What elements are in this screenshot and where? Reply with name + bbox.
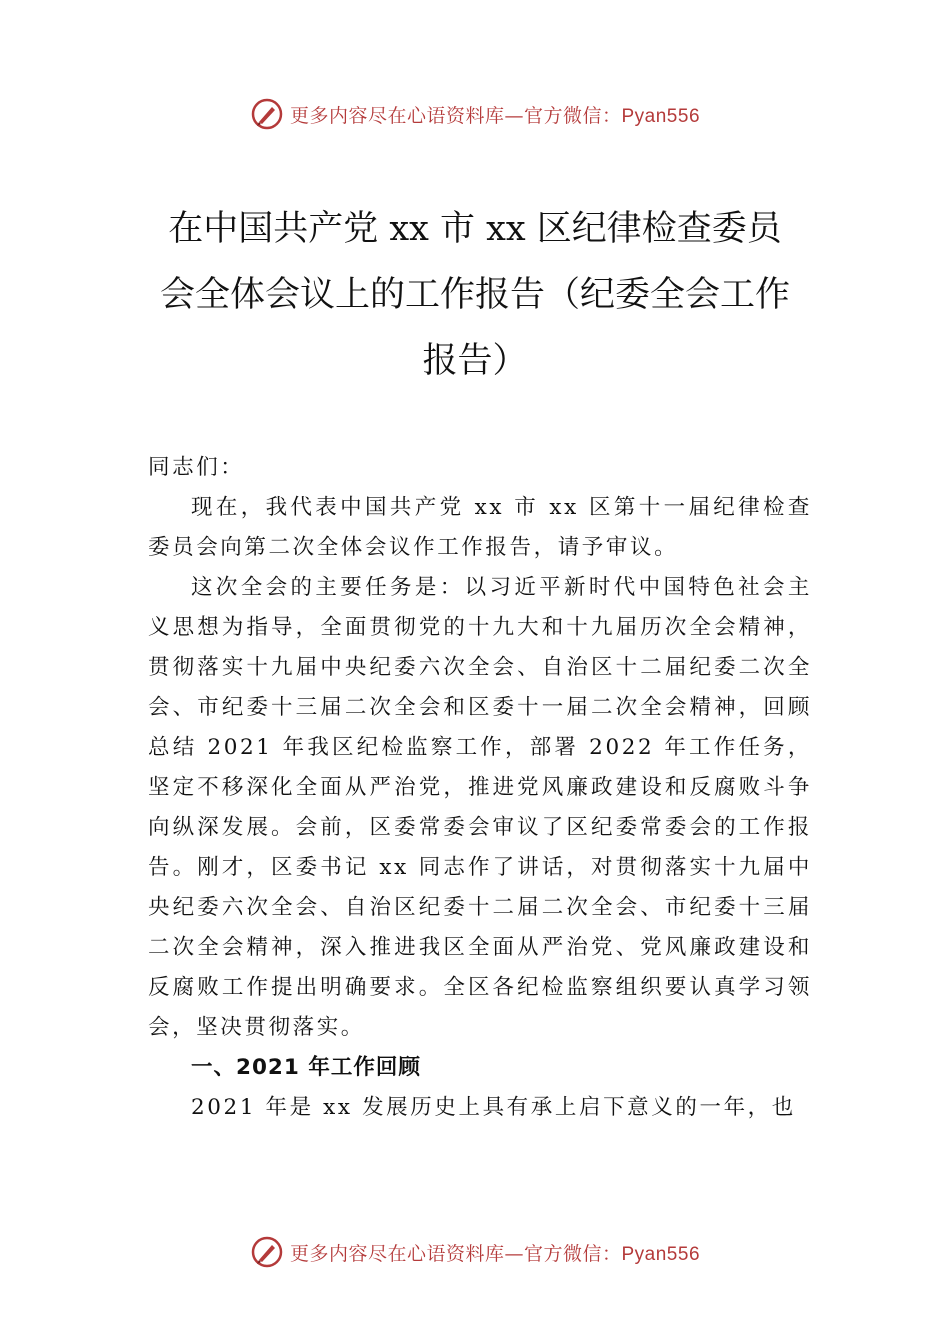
title-line-1: 在中国共产党 xx 市 xx 区纪律检查委员 <box>168 209 782 249</box>
paragraph-3: 2021 年是 xx 发展历史上具有承上启下意义的一年，也 <box>191 1095 796 1120</box>
salutation: 同志们： <box>148 455 245 480</box>
document-title <box>140 196 810 394</box>
document-body <box>148 448 812 1128</box>
watermark-wechat-id: Pyan556 <box>621 105 701 127</box>
pen-logo-icon <box>250 1235 284 1269</box>
section-heading-1: 一、2021 年工作回顾 <box>191 1055 421 1080</box>
watermark-text: 更多内容尽在心语资料库—官方微信：Pyan556 <box>289 1242 701 1265</box>
watermark-wechat-id: Pyan556 <box>621 1243 701 1265</box>
paragraph-1: 现在，我代表中国共产党 xx 市 xx 区第十一届纪律检查委员会向第二次全体会议作工作报告，请予审议。 <box>148 495 812 560</box>
title-line-2: 会全体会议上的工作报告（纪委全会工作 <box>159 275 790 315</box>
watermark-header <box>0 94 950 134</box>
title-line-3: 报告） <box>422 341 528 381</box>
paragraph-2: 这次全会的主要任务是：以习近平新时代中国特色社会主义思想为指导，全面贯彻党的十九大和十九届历次全会精神，贯彻落实十九届中央纪委六次全会、自治区十二届纪委二次全会、市纪委十三届二次全会和区委十一届二次全会精神，回顾总结 2021 年我区纪检监察工作，部署 2022 年工作任务，坚定不移深化全面从严治党，推进党风廉政建设和反腐败斗争向纵深发展。会前，区委常委会审议了区纪委常委会的工作报告。刚才，区委书记 xx 同志作了讲话，对贯彻落实十九届中央纪委六次全会、自治区纪委十二届二次全会、市纪委十三届二次全会精神，深入推进我区全面从严治党、党风廉政建设和反腐败工作提出明确要求。全区各纪检监察组织要认真学习领会，坚决贯彻落实。 <box>148 575 812 1040</box>
watermark-footer <box>0 1232 950 1272</box>
watermark-text: 更多内容尽在心语资料库—官方微信：Pyan556 <box>289 104 701 127</box>
pen-logo-icon <box>250 97 284 131</box>
